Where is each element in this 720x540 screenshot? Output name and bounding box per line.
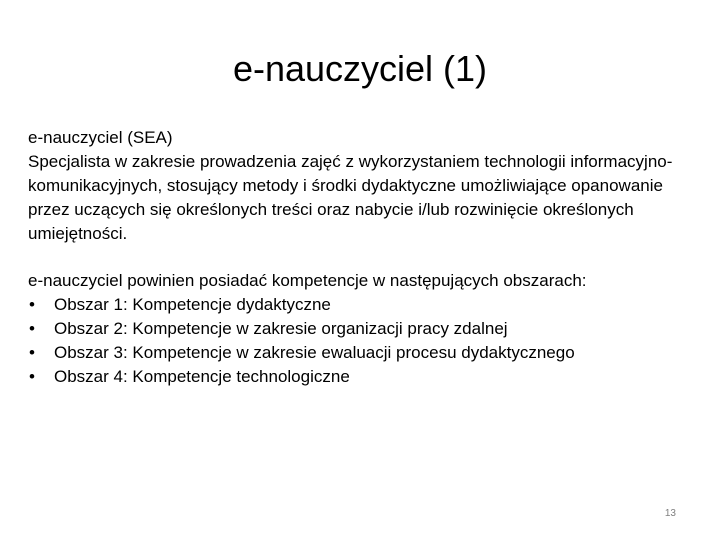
bullet-icon: • (29, 295, 35, 314)
competence-areas-list (28, 293, 698, 389)
list-item-area-2 (28, 317, 698, 341)
page-number: 13 (664, 508, 676, 519)
bullet-icon: • (29, 367, 35, 386)
list-item-area-4 (28, 365, 698, 389)
paragraph-spacer (28, 246, 698, 269)
definition-heading: e-nauczyciel (SEA) (28, 128, 173, 147)
area-4-text: Obszar 4: Kompetencje technologiczne (54, 367, 350, 386)
slide-body (28, 126, 698, 389)
area-3-text: Obszar 3: Kompetencje w zakresie ewaluacji procesu dydaktycznego (54, 343, 575, 362)
bullet-icon: • (29, 319, 35, 338)
competence-intro-rest: powinien posiadać kompetencje w następujących obszarach: (122, 271, 587, 290)
competence-intro (28, 269, 698, 293)
competence-intro-term: e-nauczyciel (28, 271, 123, 290)
definition-text: Specjalista w zakresie prowadzenia zajęć z wykorzystaniem technologii informacyjno-komunikacyjnych, stosujący metody i środki dydaktyczne umożliwiające opanowanie przez uczących się określonych treści oraz nabycie i/lub rozwinięcie określonych umiejętności. (28, 152, 673, 243)
slide-title: e-nauczyciel (1) (232, 48, 488, 89)
area-2-text: Obszar 2: Kompetencje w zakresie organizacji pracy zdalnej (54, 319, 508, 338)
list-item-area-3 (28, 341, 698, 365)
list-item-area-1 (28, 293, 698, 317)
area-1-text: Obszar 1: Kompetencje dydaktyczne (54, 295, 331, 314)
bullet-icon: • (29, 343, 35, 362)
